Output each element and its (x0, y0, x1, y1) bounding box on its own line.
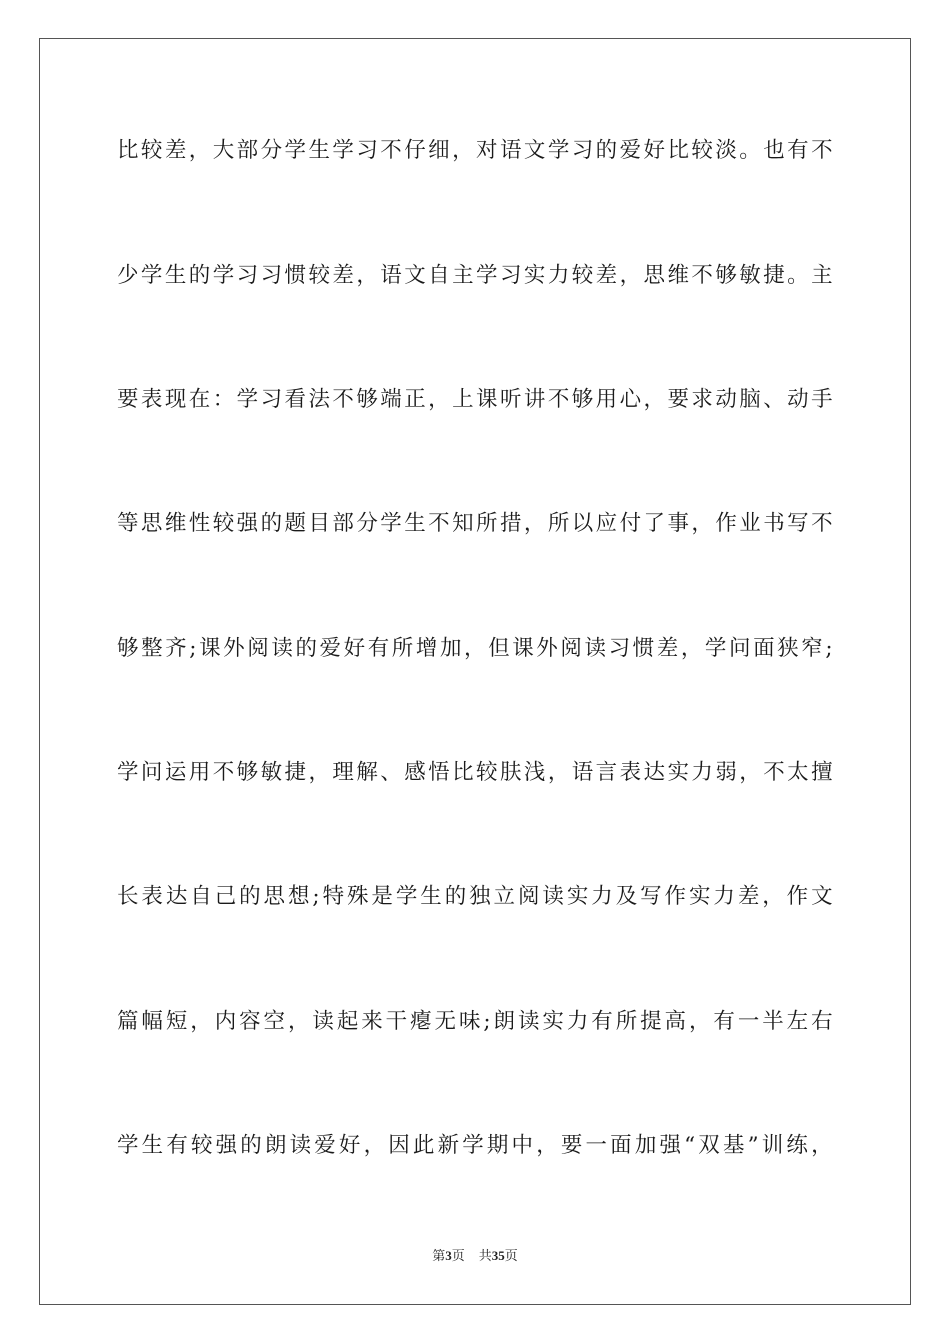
body-text-line-1: 比较差，大部分学生学习不仔细，对语文学习的爱好比较淡。也有不 (117, 138, 833, 163)
footer-total-prefix: 共 (478, 1249, 492, 1264)
body-text-line-3: 要表现在：学习看法不够端正，上课听讲不够用心，要求动脑、动手 (117, 387, 833, 412)
body-text-line-7: 长表达自己的思想;特殊是学生的独立阅读实力及写作实力差，作文 (117, 884, 833, 909)
footer-page-suffix: 页 (451, 1249, 465, 1264)
body-text-line-8: 篇幅短，内容空，读起来干瘪无味;朗读实力有所提高，有一半左右 (117, 1009, 833, 1034)
page-footer (0, 1247, 950, 1266)
body-text-line-6: 学问运用不够敏捷，理解、感悟比较肤浅，语言表达实力弱，不太擅 (117, 760, 833, 785)
page-border (39, 38, 911, 1305)
footer-total-pages: 35 (491, 1248, 505, 1263)
body-text-line-9: 学生有较强的朗读爱好，因此新学期中，要一面加强“双基”训练， (117, 1133, 833, 1158)
body-text-line-4: 等思维性较强的题目部分学生不知所措，所以应付了事，作业书写不 (117, 511, 833, 536)
footer-page-prefix: 第 (432, 1249, 446, 1264)
footer-page-number: 3 (445, 1248, 452, 1263)
footer-total-suffix: 页 (504, 1249, 518, 1264)
body-text-line-2: 少学生的学习习惯较差，语文自主学习实力较差，思维不够敏捷。主 (117, 263, 833, 288)
body-text-line-5: 够整齐;课外阅读的爱好有所增加，但课外阅读习惯差，学问面狭窄; (117, 636, 833, 661)
